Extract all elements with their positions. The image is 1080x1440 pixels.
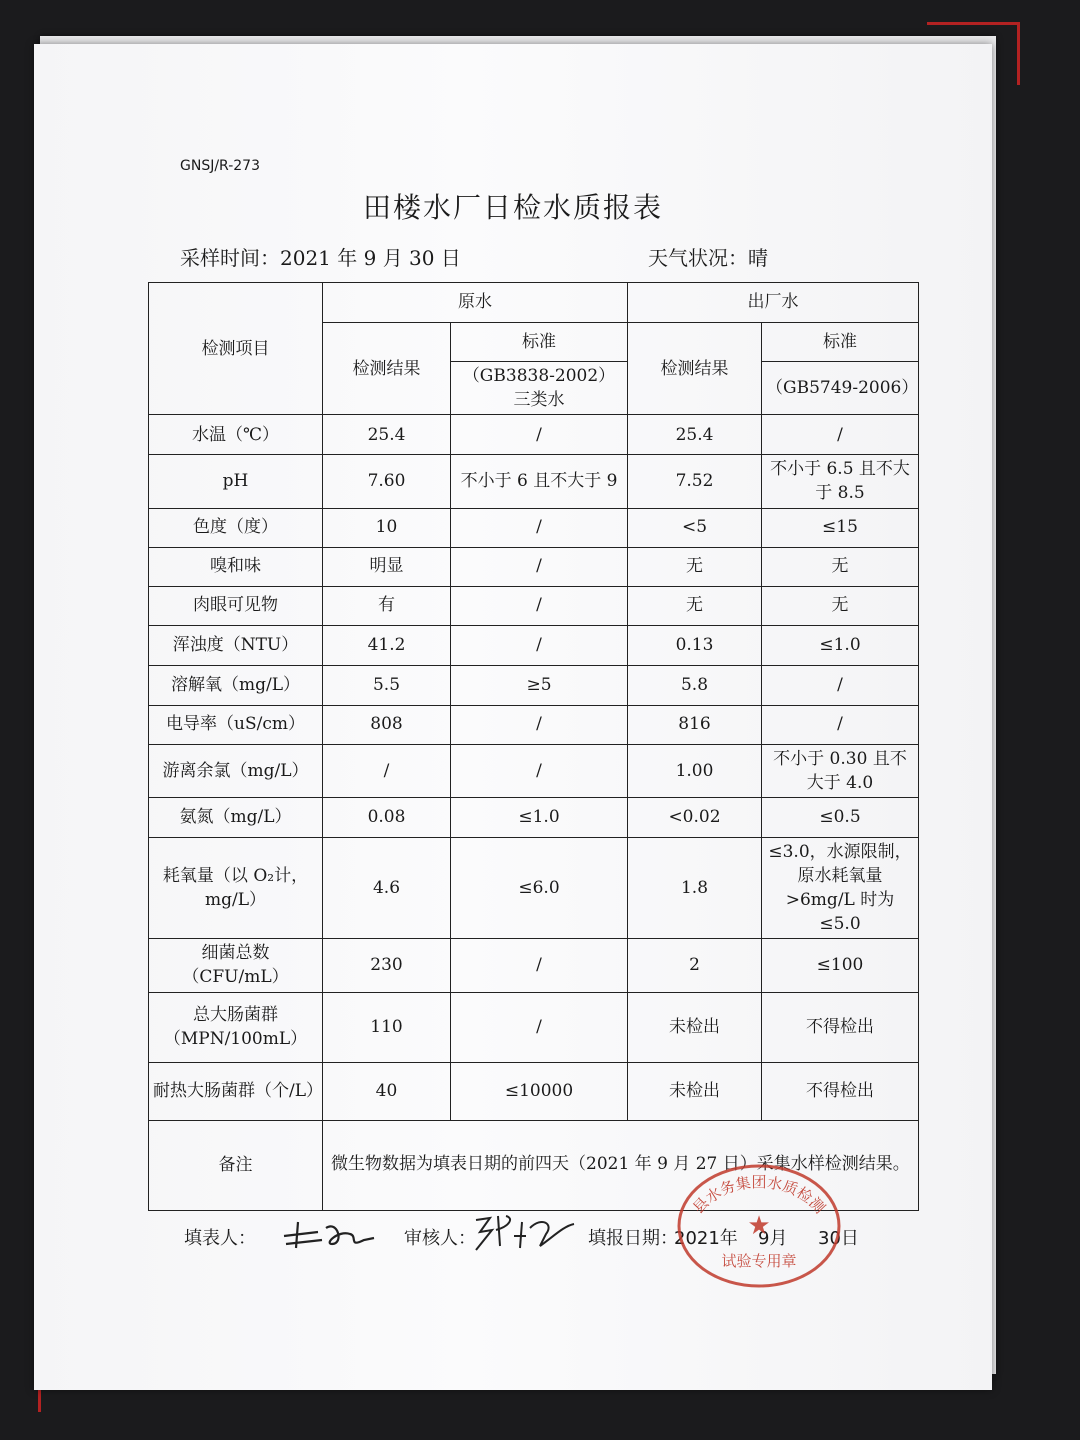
reviewer-label: 审核人： xyxy=(404,1228,476,1249)
seal-inner-text: 试验专用章 xyxy=(721,1252,797,1270)
cell-plant-std: ≤3.0，水源限制，原水耗氧量>6mg/L 时为≤5.0 xyxy=(762,837,919,939)
cell-raw-std: / xyxy=(451,586,628,625)
document-code: GNSJ/R-273 xyxy=(180,158,260,174)
seal-outer-text: 县水务集团水质检测 xyxy=(689,1173,829,1218)
date-label: 填报日期： xyxy=(588,1228,678,1249)
cell-raw-result: 25.4 xyxy=(323,415,451,455)
cell-plant-result: 无 xyxy=(628,547,762,586)
cell-plant-std: ≤0.5 xyxy=(762,797,919,837)
cell-item: 游离余氯（mg/L） xyxy=(149,744,323,797)
cell-plant-std: 不得检出 xyxy=(762,1062,919,1120)
raw-standard-code-line1: （GB3838-2002） xyxy=(462,366,616,386)
cell-item: 总大肠菌群（MPN/100mL） xyxy=(149,992,323,1062)
cell-raw-result: 7.60 xyxy=(323,455,451,508)
cell-item: 耗氧量（以 O₂计，mg/L） xyxy=(149,837,323,939)
cell-plant-std: ≤1.0 xyxy=(762,625,919,665)
cell-plant-std: / xyxy=(762,665,919,705)
cell-plant-result: 未检出 xyxy=(628,992,762,1062)
cell-plant-result: 未检出 xyxy=(628,1062,762,1120)
header-plant-standard: 标准 xyxy=(762,323,919,362)
cell-item: 水温（℃） xyxy=(149,415,323,455)
cell-raw-std: ≤10000 xyxy=(451,1062,628,1120)
cell-plant-result: 无 xyxy=(628,586,762,625)
cell-item: 细菌总数（CFU/mL） xyxy=(149,939,323,992)
cell-item: 氨氮（mg/L） xyxy=(149,797,323,837)
cell-raw-std: / xyxy=(451,992,628,1062)
reviewer-signature xyxy=(470,1206,580,1256)
cell-raw-std: ≤1.0 xyxy=(451,797,628,837)
cell-plant-std: 无 xyxy=(762,547,919,586)
cell-plant-result: 5.8 xyxy=(628,665,762,705)
cell-plant-result: <0.02 xyxy=(628,797,762,837)
table-row xyxy=(149,1062,919,1120)
table-row xyxy=(149,992,919,1062)
report-title: 田楼水厂日检水质报表 xyxy=(362,191,663,224)
table-row xyxy=(149,508,919,547)
cell-plant-result: 25.4 xyxy=(628,415,762,455)
seal-star-icon: ★ xyxy=(747,1211,771,1241)
cell-plant-std: 不小于 0.30 且不大于 4.0 xyxy=(762,744,919,797)
cell-raw-result: 230 xyxy=(323,939,451,992)
cell-raw-result: 0.08 xyxy=(323,797,451,837)
cell-raw-std: / xyxy=(451,939,628,992)
table-row xyxy=(149,415,919,455)
cell-raw-std: / xyxy=(451,705,628,744)
cell-item: 浑浊度（NTU） xyxy=(149,625,323,665)
cell-item: 溶解氧（mg/L） xyxy=(149,665,323,705)
cell-item: 耐热大肠菌群（个/L） xyxy=(149,1062,323,1120)
cell-item: 电导率（uS/cm） xyxy=(149,705,323,744)
cell-plant-result: 816 xyxy=(628,705,762,744)
header-plant-standard-code: （GB5749-2006） xyxy=(762,362,919,415)
date-day: 30日 xyxy=(818,1228,859,1249)
cell-plant-std: 无 xyxy=(762,586,919,625)
cell-raw-result: 明显 xyxy=(323,547,451,586)
cell-plant-result: <5 xyxy=(628,508,762,547)
weather-status: 天气状况：晴 xyxy=(648,246,768,270)
cell-raw-result: 808 xyxy=(323,705,451,744)
cell-plant-std: 不小于 6.5 且不大于 8.5 xyxy=(762,455,919,508)
raw-standard-code-line2: 三类水 xyxy=(513,390,565,411)
cell-raw-result: 5.5 xyxy=(323,665,451,705)
cell-plant-result: 2 xyxy=(628,939,762,992)
filler-signature xyxy=(278,1214,378,1254)
header-raw-standard-code xyxy=(451,362,628,415)
header-raw-result: 检测结果 xyxy=(323,323,451,415)
filler-label: 填表人： xyxy=(184,1228,256,1249)
table-row xyxy=(149,797,919,837)
remark-text: 微生物数据为填表日期的前四天（2021 年 9 月 27 日）采集水样检测结果。 xyxy=(323,1120,919,1210)
table-row xyxy=(149,625,919,665)
cell-raw-std: / xyxy=(451,547,628,586)
cell-raw-result: / xyxy=(323,744,451,797)
cell-raw-result: 4.6 xyxy=(323,837,451,939)
cell-plant-std: / xyxy=(762,415,919,455)
cell-raw-std: ≤6.0 xyxy=(451,837,628,939)
header-plant-water: 出厂水 xyxy=(628,283,919,323)
cell-item: pH xyxy=(149,455,323,508)
date-month: 9月 xyxy=(758,1228,788,1249)
cell-plant-std: 不得检出 xyxy=(762,992,919,1062)
cell-plant-result: 0.13 xyxy=(628,625,762,665)
cell-raw-std: / xyxy=(451,744,628,797)
water-quality-table xyxy=(148,282,919,1211)
cell-plant-result: 7.52 xyxy=(628,455,762,508)
cell-item: 肉眼可见物 xyxy=(149,586,323,625)
cell-raw-result: 41.2 xyxy=(323,625,451,665)
cell-plant-result: 1.00 xyxy=(628,744,762,797)
header-plant-result: 检测结果 xyxy=(628,323,762,415)
official-seal xyxy=(674,1160,844,1290)
cell-item: 色度（度） xyxy=(149,508,323,547)
table-row xyxy=(149,455,919,508)
table-row xyxy=(149,665,919,705)
header-raw-standard: 标准 xyxy=(451,323,628,362)
cell-raw-std: 不小于 6 且不大于 9 xyxy=(451,455,628,508)
cell-raw-result: 10 xyxy=(323,508,451,547)
table-row xyxy=(149,837,919,939)
cell-raw-result: 40 xyxy=(323,1062,451,1120)
table-row xyxy=(149,547,919,586)
cell-raw-std: / xyxy=(451,625,628,665)
table-row xyxy=(149,586,919,625)
cell-plant-result: 1.8 xyxy=(628,837,762,939)
table-row xyxy=(149,939,919,992)
header-raw-water: 原水 xyxy=(323,283,628,323)
cell-plant-std: / xyxy=(762,705,919,744)
table-row xyxy=(149,705,919,744)
cell-plant-std: ≤15 xyxy=(762,508,919,547)
cell-raw-result: 110 xyxy=(323,992,451,1062)
cell-raw-std: / xyxy=(451,415,628,455)
report-sheet xyxy=(34,44,992,1390)
cell-raw-result: 有 xyxy=(323,586,451,625)
remark-label: 备注 xyxy=(149,1120,323,1210)
cell-item: 嗅和味 xyxy=(149,547,323,586)
header-item: 检测项目 xyxy=(149,283,323,415)
cell-raw-std: / xyxy=(451,508,628,547)
cell-raw-std: ≥5 xyxy=(451,665,628,705)
date-year: 2021年 xyxy=(674,1228,738,1249)
table-row xyxy=(149,744,919,797)
sampling-time: 采样时间：2021 年 9 月 30 日 xyxy=(180,246,461,270)
cell-plant-std: ≤100 xyxy=(762,939,919,992)
